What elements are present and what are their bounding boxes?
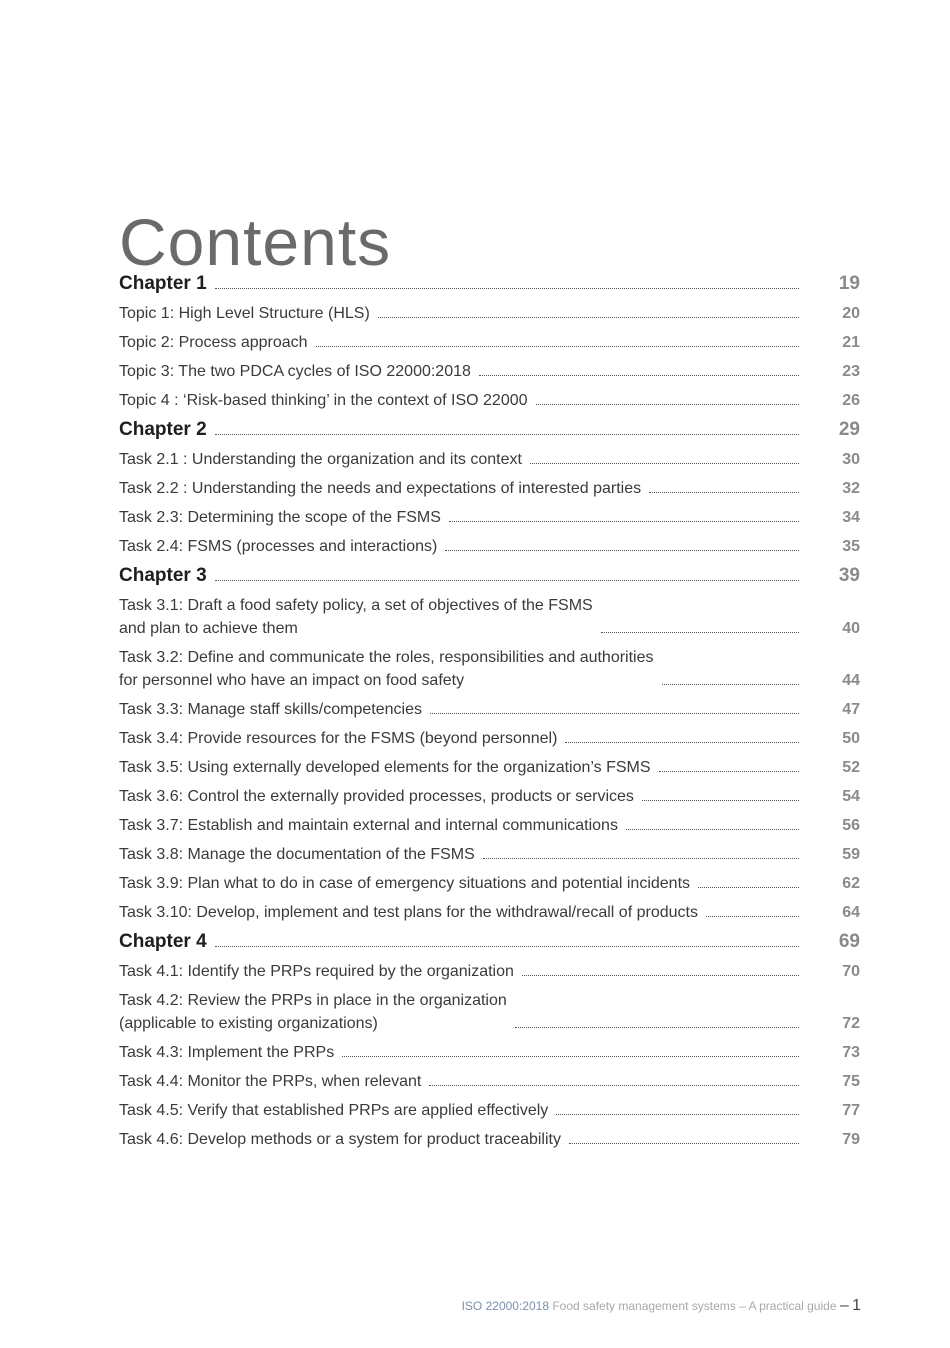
chapter-title: Chapter 4 — [119, 931, 207, 952]
entry-title: Task 3.6: Control the externally provided processes, products or services — [119, 788, 634, 805]
toc-entry-row[interactable] — [119, 843, 860, 866]
page-number: 39 — [838, 565, 860, 586]
toc-entry-row[interactable] — [119, 785, 860, 808]
toc-chapter-row[interactable] — [119, 418, 860, 442]
toc-entry-row[interactable] — [119, 814, 860, 837]
dot-leader — [536, 403, 799, 405]
footer-dash: – — [839, 1297, 849, 1314]
entry-title-line1: Task 4.2: Review the PRPs in place in the organization — [119, 992, 507, 1009]
page-number: 52 — [842, 759, 860, 776]
dot-leader — [378, 316, 799, 318]
entry-title: Task 2.1 : Understanding the organization and its context — [119, 451, 522, 468]
footer-page-number: 1 — [852, 1297, 861, 1314]
page-number: 70 — [842, 963, 860, 980]
entry-title: Task 4.6: Develop methods or a system for product traceability — [119, 1131, 561, 1148]
toc-chapter-row[interactable] — [119, 272, 860, 296]
entry-title: Task 3.5: Using externally developed elements for the organization’s FSMS — [119, 759, 651, 776]
dot-leader — [430, 712, 799, 714]
toc-entry-row[interactable] — [119, 1041, 860, 1064]
dot-leader — [215, 287, 799, 289]
entry-title — [119, 989, 507, 1035]
page-number: 73 — [842, 1044, 860, 1061]
page-number: 20 — [842, 305, 860, 322]
dot-leader — [449, 520, 799, 522]
toc-entry-row[interactable] — [119, 646, 860, 692]
page-number: 44 — [842, 672, 860, 689]
dot-leader — [215, 433, 799, 435]
entry-title: Topic 2: Process approach — [119, 334, 308, 351]
dot-leader — [429, 1084, 799, 1086]
toc-entry-row[interactable] — [119, 989, 860, 1035]
dot-leader — [642, 799, 799, 801]
dot-leader — [483, 857, 799, 859]
toc-entry-row[interactable] — [119, 756, 860, 779]
dot-leader — [649, 491, 799, 493]
toc-entry-row[interactable] — [119, 506, 860, 529]
entry-title: Task 3.9: Plan what to do in case of emergency situations and potential incidents — [119, 875, 691, 892]
toc-entry-row[interactable] — [119, 1099, 860, 1122]
entry-title: Task 4.5: Verify that established PRPs are applied effectively — [119, 1102, 549, 1119]
dot-leader — [626, 828, 799, 830]
entry-title: Task 4.1: Identify the PRPs required by the organization — [119, 963, 514, 980]
entry-title-line2: and plan to achieve them — [119, 620, 298, 637]
dot-leader — [342, 1055, 799, 1057]
dot-leader — [556, 1113, 799, 1115]
entry-title — [119, 646, 654, 692]
page-number: 64 — [842, 904, 860, 921]
entry-title: Task 2.3: Determining the scope of the FSMS — [119, 509, 441, 526]
dot-leader — [215, 579, 799, 581]
page-footer — [462, 1297, 861, 1315]
page-number: 32 — [842, 480, 860, 497]
entry-title: Task 3.10: Develop, implement and test plans for the withdrawal/recall of products — [119, 904, 698, 921]
entry-title: Task 2.4: FSMS (processes and interactions) — [119, 538, 438, 555]
page-number: 47 — [842, 701, 860, 718]
page-number: 79 — [842, 1131, 860, 1148]
entry-title — [119, 594, 593, 640]
dot-leader — [601, 631, 799, 633]
page-number: 35 — [842, 538, 860, 555]
page-number: 26 — [842, 392, 860, 409]
page-number: 29 — [838, 419, 860, 440]
page-number: 62 — [842, 875, 860, 892]
entry-title: Task 2.2 : Understanding the needs and expectations of interested parties — [119, 480, 642, 497]
entry-title: Task 3.4: Provide resources for the FSMS (beyond personnel) — [119, 730, 558, 747]
page-number: 54 — [842, 788, 860, 805]
toc-entry-row[interactable] — [119, 477, 860, 500]
page-number: 50 — [842, 730, 860, 747]
dot-leader — [479, 374, 799, 376]
dot-leader — [698, 886, 799, 888]
dot-leader — [565, 741, 799, 743]
toc-entry-row[interactable] — [119, 901, 860, 924]
chapter-title: Chapter 1 — [119, 273, 207, 294]
page-number: 40 — [842, 620, 860, 637]
toc-entry-row[interactable] — [119, 960, 860, 983]
entry-title: Topic 1: High Level Structure (HLS) — [119, 305, 370, 322]
entry-title: Task 4.4: Monitor the PRPs, when relevant — [119, 1073, 422, 1090]
page-number: 19 — [838, 273, 860, 294]
table-of-contents — [119, 270, 860, 1157]
entry-title-line2: for personnel who have an impact on food safety — [119, 672, 465, 689]
dot-leader — [530, 462, 799, 464]
page-number: 59 — [842, 846, 860, 863]
dot-leader — [662, 683, 799, 685]
entry-title: Topic 4 : ‘Risk-based thinking’ in the context of ISO 22000 — [119, 392, 528, 409]
toc-chapter-row[interactable] — [119, 564, 860, 588]
page-number: 75 — [842, 1073, 860, 1090]
entry-title: Task 3.8: Manage the documentation of the FSMS — [119, 846, 475, 863]
page-number: 77 — [842, 1102, 860, 1119]
entry-title-line1: Task 3.2: Define and communicate the roles, responsibilities and authorities — [119, 649, 654, 666]
footer-subtitle: Food safety management systems – A practical guide — [552, 1299, 837, 1313]
toc-entry-row[interactable] — [119, 698, 860, 721]
toc-entry-row[interactable] — [119, 535, 860, 558]
footer-standard: ISO 22000:2018 — [461, 1299, 549, 1313]
toc-entry-row[interactable] — [119, 727, 860, 750]
toc-chapter-row[interactable] — [119, 930, 860, 954]
dot-leader — [316, 345, 799, 347]
toc-entry-row[interactable] — [119, 360, 860, 383]
toc-entry-row[interactable] — [119, 1128, 860, 1151]
dot-leader — [659, 770, 799, 772]
page-number: 23 — [842, 363, 860, 380]
toc-entry-row[interactable] — [119, 331, 860, 354]
toc-entry-row[interactable] — [119, 1070, 860, 1093]
page-number: 72 — [842, 1015, 860, 1032]
page-title: Contents — [119, 205, 392, 280]
entry-title: Task 3.7: Establish and maintain external and internal communications — [119, 817, 618, 834]
dot-leader — [522, 974, 799, 976]
page-number: 34 — [842, 509, 860, 526]
toc-entry-row[interactable] — [119, 389, 860, 412]
chapter-title: Chapter 2 — [119, 419, 207, 440]
entry-title-line1: Task 3.1: Draft a food safety policy, a set of objectives of the FSMS — [119, 597, 593, 614]
page-number: 30 — [842, 451, 860, 468]
dot-leader — [569, 1142, 799, 1144]
toc-entry-row[interactable] — [119, 448, 860, 471]
toc-entry-row[interactable] — [119, 872, 860, 895]
page-number: 56 — [842, 817, 860, 834]
page-number: 21 — [842, 334, 860, 351]
toc-entry-row[interactable] — [119, 594, 860, 640]
page-number: 69 — [838, 931, 860, 952]
chapter-title: Chapter 3 — [119, 565, 207, 586]
dot-leader — [706, 915, 799, 917]
dot-leader — [215, 945, 799, 947]
dot-leader — [445, 549, 799, 551]
toc-entry-row[interactable] — [119, 302, 860, 325]
entry-title: Task 3.3: Manage staff skills/competencies — [119, 701, 422, 718]
entry-title: Topic 3: The two PDCA cycles of ISO 22000:2018 — [119, 363, 471, 380]
entry-title: Task 4.3: Implement the PRPs — [119, 1044, 335, 1061]
entry-title-line2: (applicable to existing organizations) — [119, 1015, 378, 1032]
dot-leader — [515, 1026, 799, 1028]
